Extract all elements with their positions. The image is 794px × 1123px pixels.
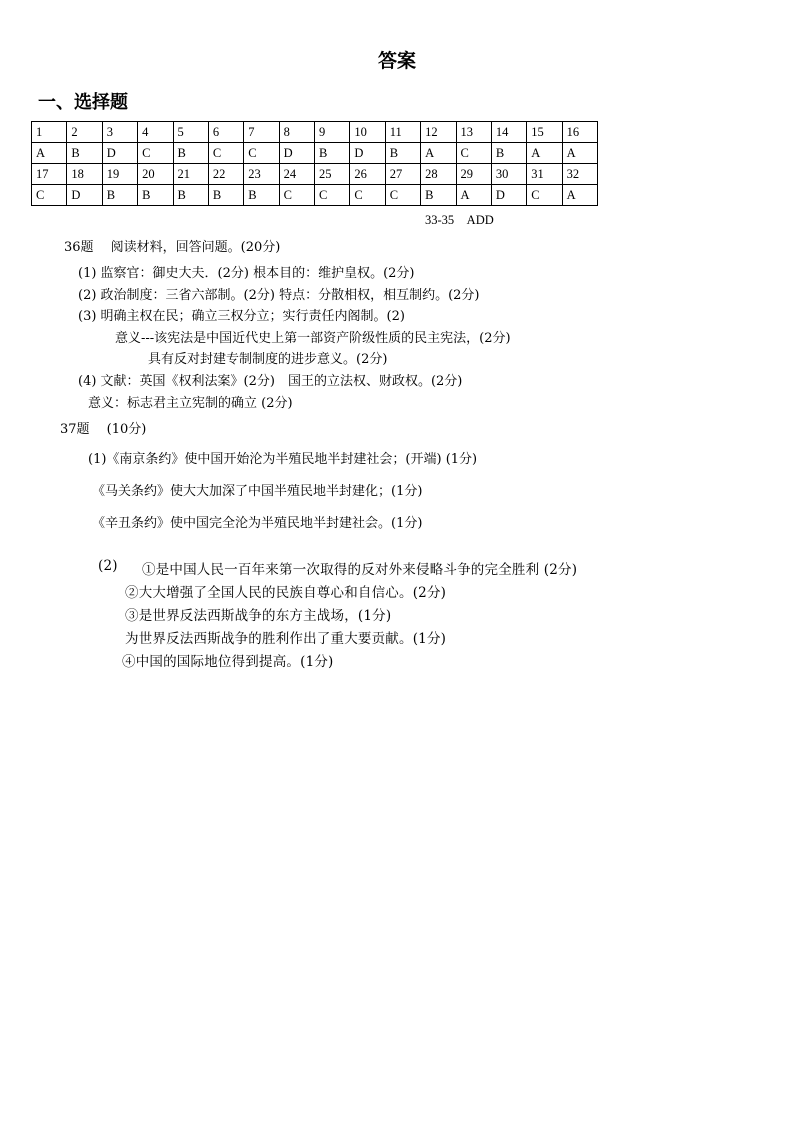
answer-cell: D (350, 143, 385, 164)
question-number-cell: 11 (385, 122, 420, 143)
table-row (32, 122, 598, 143)
question-number-cell: 10 (350, 122, 385, 143)
question-number-cell: 1 (32, 122, 67, 143)
question-number-cell: 15 (527, 122, 562, 143)
answer-cell: B (67, 143, 102, 164)
answer-cell: B (138, 185, 173, 206)
table-row (32, 143, 598, 164)
answer-cell: B (491, 143, 526, 164)
question-number-cell: 9 (315, 122, 350, 143)
answer-cell: A (421, 143, 456, 164)
answer-cell: C (527, 185, 562, 206)
question-number-cell: 18 (67, 164, 102, 185)
answer-cell: B (173, 185, 208, 206)
answer-cell: C (385, 185, 420, 206)
question-number-cell: 7 (244, 122, 279, 143)
answer-cell: B (173, 143, 208, 164)
q36-line: (4) 文献：英国《权利法案》(2分) 国王的立法权、财政权。(2分) (78, 374, 463, 389)
answer-cell: C (315, 185, 350, 206)
q37-heading: 37题 (10分) (60, 422, 147, 437)
q36-line: (3) 明确主权在民；确立三权分立；实行责任内阁制。(2) (78, 309, 405, 324)
question-number-cell: 23 (244, 164, 279, 185)
answer-cell: D (102, 143, 137, 164)
question-number-cell: 30 (491, 164, 526, 185)
q36-line: 意义---该宪法是中国近代史上第一部资产阶级性质的民主宪法，(2分) (115, 331, 511, 346)
answer-cell: D (491, 185, 526, 206)
question-number-cell: 20 (138, 164, 173, 185)
question-number-cell: 22 (208, 164, 243, 185)
q36-line: 具有反对封建专制制度的进步意义。(2分) (148, 352, 388, 367)
question-number-cell: 12 (421, 122, 456, 143)
answer-cell: D (279, 143, 314, 164)
question-number-cell: 16 (562, 122, 597, 143)
q37-part2-line: 为世界反法西斯战争的胜利作出了重大要贡献。(1分) (125, 631, 447, 647)
answer-cell: C (138, 143, 173, 164)
question-number-cell: 4 (138, 122, 173, 143)
answer-cell: C (350, 185, 385, 206)
answer-cell: A (562, 185, 597, 206)
answer-cell: B (385, 143, 420, 164)
question-number-cell: 3 (102, 122, 137, 143)
q37-part1-line: 《马关条约》使大大加深了中国半殖民地半封建化；(1分) (92, 484, 423, 499)
q37-part2-line: ③是世界反法西斯战争的东方主战场，(1分) (125, 608, 392, 624)
answer-cell: C (456, 143, 491, 164)
question-number-cell: 6 (208, 122, 243, 143)
answer-cell: C (208, 143, 243, 164)
table-row (32, 185, 598, 206)
question-number-cell: 5 (173, 122, 208, 143)
answer-table (31, 121, 598, 206)
question-number-cell: 31 (527, 164, 562, 185)
answer-cell: A (562, 143, 597, 164)
question-number-cell: 32 (562, 164, 597, 185)
page-title: 答案 (377, 50, 416, 72)
q37-part2-line: ②大大增强了全国人民的民族自尊心和自信心。(2分) (125, 585, 447, 601)
extra-answers: 33-35 ADD (425, 213, 494, 227)
q36-line: 意义：标志君主立宪制的确立 (2分) (88, 396, 293, 411)
question-number-cell: 19 (102, 164, 137, 185)
question-number-cell: 21 (173, 164, 208, 185)
q36-line: (2) 政治制度：三省六部制。(2分) 特点：分散相权，相互制约。(2分) (78, 288, 480, 303)
question-number-cell: 8 (279, 122, 314, 143)
answer-cell: B (315, 143, 350, 164)
q37-part1-line: (1)《南京条约》使中国开始沦为半殖民地半封建社会；(开端) (1分) (88, 452, 478, 467)
q36-line: (1) 监察官：御史大夫．(2分) 根本目的：维护皇权。(2分) (78, 266, 415, 281)
question-number-cell: 27 (385, 164, 420, 185)
table-row (32, 164, 598, 185)
answer-cell: D (67, 185, 102, 206)
question-number-cell: 2 (67, 122, 102, 143)
q37-part2-line: ④中国的国际地位得到提高。(1分) (122, 654, 334, 670)
answer-cell: A (527, 143, 562, 164)
answer-cell: B (102, 185, 137, 206)
answer-cell: C (279, 185, 314, 206)
answer-cell: C (244, 143, 279, 164)
question-number-cell: 24 (279, 164, 314, 185)
question-number-cell: 25 (315, 164, 350, 185)
question-number-cell: 28 (421, 164, 456, 185)
answer-cell: B (208, 185, 243, 206)
q37-part1-line: 《辛丑条约》使中国完全沦为半殖民地半封建社会。(1分) (92, 516, 423, 531)
q37-part2-label: (2) (98, 558, 118, 574)
answer-cell: A (456, 185, 491, 206)
answer-cell: A (32, 143, 67, 164)
section-heading: 一、选择题 (38, 92, 128, 113)
question-number-cell: 29 (456, 164, 491, 185)
question-number-cell: 13 (456, 122, 491, 143)
question-number-cell: 14 (491, 122, 526, 143)
q37-part2-line: ①是中国人民一百年来第一次取得的反对外来侵略斗争的完全胜利 (2分) (142, 562, 578, 578)
answer-cell: B (421, 185, 456, 206)
answer-cell: C (32, 185, 67, 206)
answer-cell: B (244, 185, 279, 206)
q36-heading: 36题 阅读材料，回答问题。(20分) (64, 240, 281, 255)
question-number-cell: 26 (350, 164, 385, 185)
question-number-cell: 17 (32, 164, 67, 185)
